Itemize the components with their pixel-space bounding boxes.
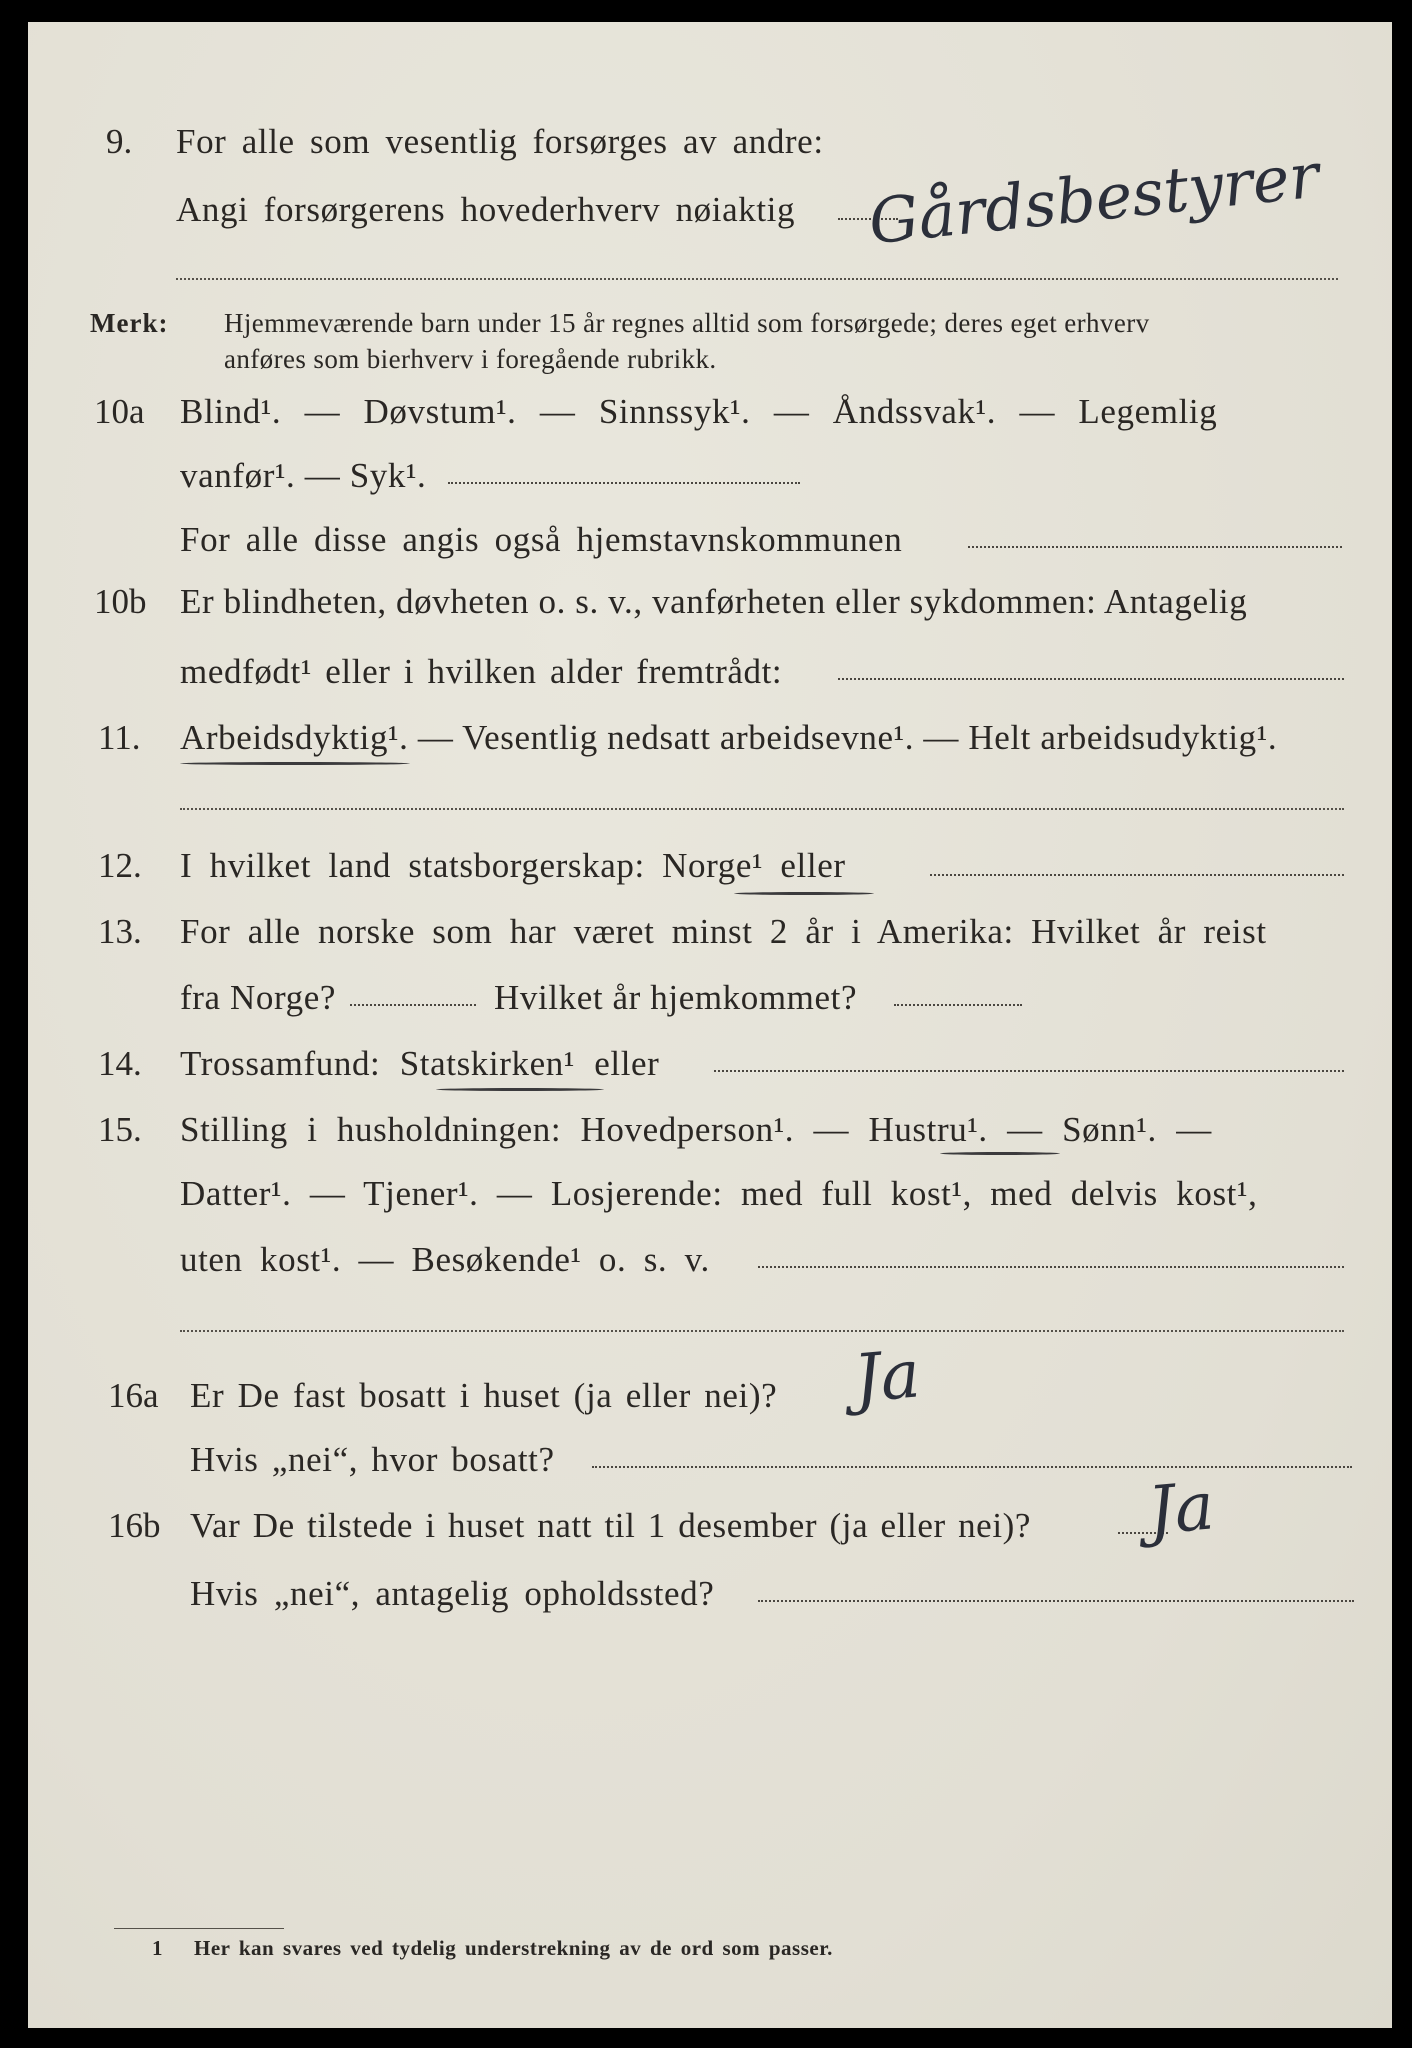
note-line2: anføres som bierhverv i foregående rubrikk. [224, 344, 717, 374]
q16b-handwritten-answer: Ja [1144, 1467, 1218, 1550]
q16a-handwritten-answer: Ja [850, 1335, 924, 1418]
q14-underline-statskirken [436, 1088, 604, 1091]
q9-line1: For alle som vesentlig forsørges av andre: [176, 122, 824, 161]
q16a-line1: Er De fast bosatt i huset (ja eller nei)? [190, 1376, 778, 1415]
q12-fill [930, 874, 1344, 876]
footnote-mark: 1 [152, 1936, 163, 1960]
q10a-line3: For alle disse angis også hjemstavnskommunen [180, 520, 903, 559]
q15-line2: Datter¹. — Tjener¹. — Losjerende: med full kost¹, med delvis kost¹, [180, 1174, 1258, 1213]
q15-underline-hustru [940, 1152, 1060, 1155]
q11-underline-arbeidsdyktig [180, 762, 410, 765]
q10b-line2-fill [838, 678, 1344, 680]
q16b-line2-fill [758, 1600, 1354, 1602]
q10a-line2: vanfør¹. — Syk¹. [180, 456, 427, 495]
q13-line2b-fill [894, 1004, 1022, 1006]
note-line1: Hjemmeværende barn under 15 år regnes alltid som forsørgede; deres eget erhverv [224, 308, 1150, 338]
q13-line2a-fill [350, 1004, 476, 1006]
q11-line1: Arbeidsdyktig¹. — Vesentlig nedsatt arbeidsevne¹. — Helt arbeidsudyktig¹. [180, 718, 1278, 757]
q10b-line1: Er blindheten, døvheten o. s. v., vanførheten eller sykdommen: Antagelig [180, 582, 1248, 621]
q16a-line2: Hvis „nei“, hvor bosatt? [190, 1440, 555, 1479]
q10a-line1: Blind¹. — Døvstum¹. — Sinnssyk¹. — Åndssvak¹. — Legemlig [180, 392, 1218, 431]
q9-number: 9. [106, 122, 133, 161]
q13-line2a: fra Norge? [180, 978, 336, 1017]
footnote-separator [114, 1928, 284, 1929]
q12-number: 12. [98, 846, 142, 885]
q14-fill [714, 1070, 1344, 1072]
q11-continuation-line [180, 808, 1344, 810]
q14-number: 14. [98, 1044, 142, 1083]
q13-line2b: Hvilket år hjemkommet? [494, 978, 858, 1017]
note-label: Merk: [90, 308, 169, 338]
q16a-number: 16a [108, 1376, 159, 1415]
census-form-page [28, 22, 1392, 2028]
footnote-text: Her kan svares ved tydelig understrekning av de ord som passer. [194, 1936, 833, 1960]
q16b-number: 16b [108, 1506, 161, 1545]
q10b-number: 10b [94, 582, 147, 621]
q16b-line1: Var De tilstede i huset natt til 1 desember (ja eller nei)? [190, 1506, 1032, 1545]
q10a-number: 10a [94, 392, 145, 431]
q13-line1: For alle norske som har været minst 2 år i Amerika: Hvilket år reist [180, 912, 1267, 951]
q9-continuation-line [176, 278, 1338, 280]
q15-line3-fill [758, 1266, 1344, 1268]
q10a-line2-fill [448, 482, 800, 484]
q12-line1: I hvilket land statsborgerskap: Norge¹ eller [180, 846, 846, 885]
q15-number: 15. [98, 1110, 142, 1149]
q10b-line2: medfødt¹ eller i hvilken alder fremtrådt: [180, 652, 783, 691]
q13-number: 13. [98, 912, 142, 951]
q11-number: 11. [98, 718, 141, 757]
q14-line1: Trossamfund: Statskirken¹ eller [180, 1044, 660, 1083]
q15-continuation-line [180, 1330, 1344, 1332]
q16a-line2-fill [592, 1466, 1352, 1468]
q15-line3: uten kost¹. — Besøkende¹ o. s. v. [180, 1240, 710, 1279]
q10a-line3-fill [968, 546, 1342, 548]
q12-underline-norge [734, 892, 874, 895]
q15-line1: Stilling i husholdningen: Hovedperson¹. — Hustru¹. — Sønn¹. — [180, 1110, 1212, 1149]
q9-handwritten-answer: Gårdsbestyrer [865, 138, 1323, 259]
q9-line2: Angi forsørgerens hovederhverv nøiaktig [176, 190, 796, 229]
q16b-line2: Hvis „nei“, antagelig opholdssted? [190, 1574, 715, 1613]
